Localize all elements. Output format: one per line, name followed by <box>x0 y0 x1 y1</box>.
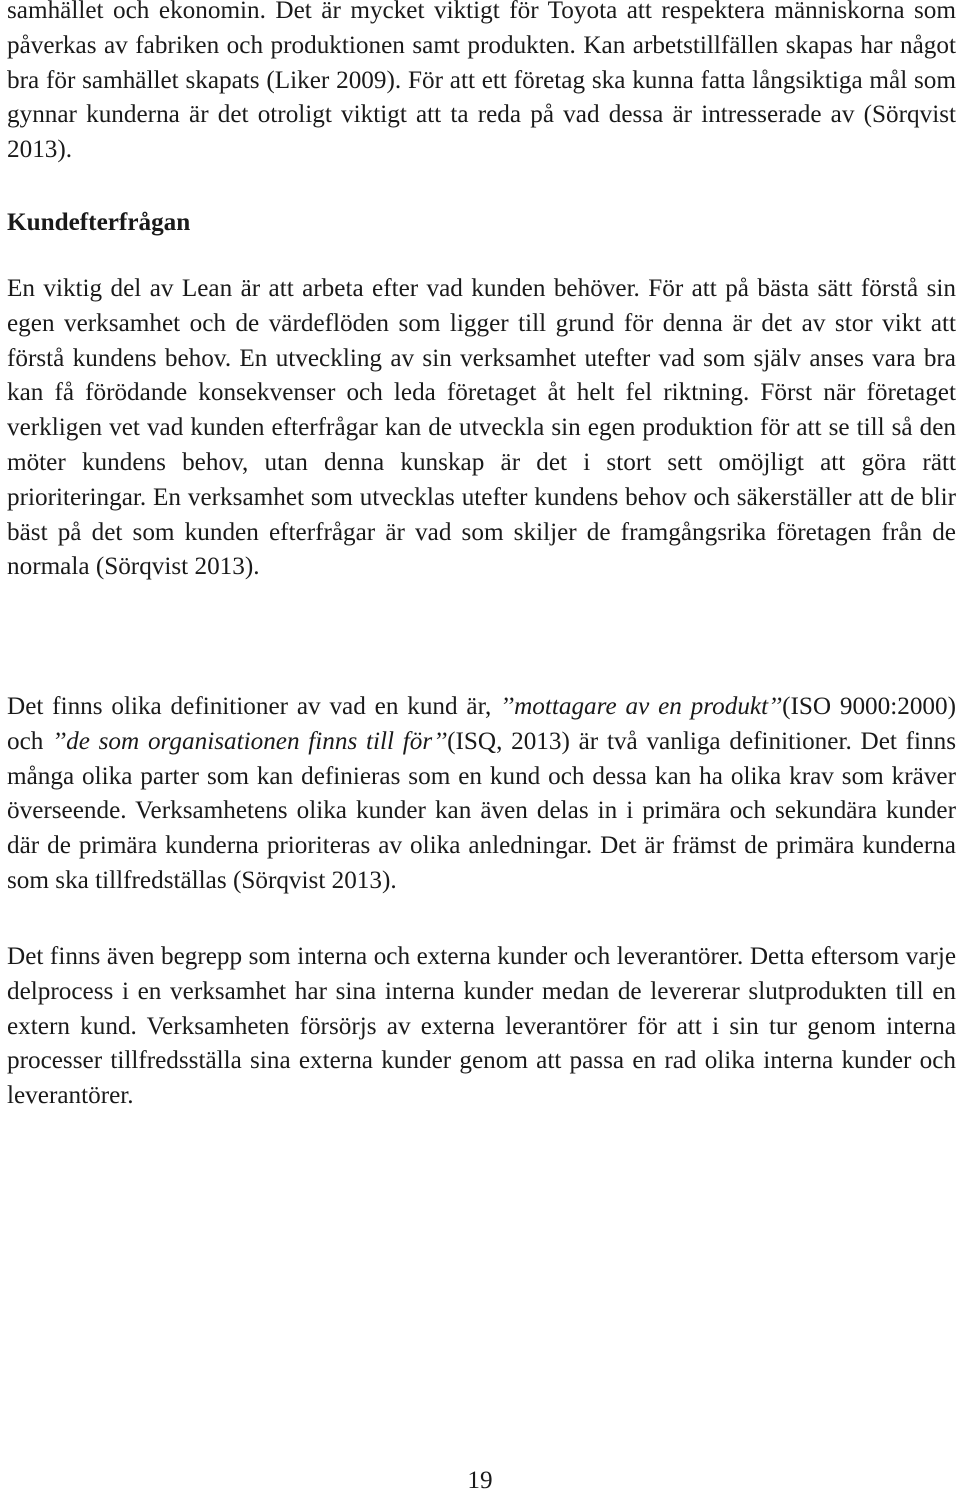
paragraph-text: En viktig del av Lean är att arbeta efter vad kunden behöver. För att på bästa sätt förstå sin egen verksamhet och de värdeflöden som ligger till grund för denna är det av stor vikt att förstå kundens behov. En utveckling av sin verksamhet utefter vad som själv anses vara bra kan få förödande konsekvenser och leda företaget åt helt fel riktning. Först när företaget verkligen vet vad kunden efterfrågar kan de utveckla sin egen produktion för att se till så den möter kundens behov, utan denna kunskap är det i stort sett omöjligt att göra rätt prioriteringar. En verksamhet som utvecklas utefter kundens behov och säkerställer att de blir bäst på det som kunden efterfrågar är vad som skiljer de framgångsrika företagen från de normala (Sörqvist 2013). <box>7 275 956 581</box>
text-run: (ISQ, 2013) är två vanliga definitioner. Det finns många olika parter som kan definieras som en kund och dessa kan ha olika krav som kräver överseende. Verksamhetens olika kunder kan även delas in i primära och sekundära kunder där de primära kunderna prioriteras av olika anledningar. Det är främst de primära kunderna som ska tillfredställas (Sörqvist 2013). <box>7 727 956 894</box>
page-number: 19 <box>467 1467 493 1494</box>
body-paragraph-intro <box>7 0 956 168</box>
body-paragraph-internal-external <box>7 940 956 1114</box>
body-paragraph-definitions <box>7 690 956 899</box>
body-paragraph-customer-demand <box>7 272 956 585</box>
paragraph-text <box>7 690 956 899</box>
section-heading: Kundefterfrågan <box>7 209 191 236</box>
text-run: (ISO 9000:2000) och <box>7 693 957 755</box>
quote-definition-2: ’’de som organisationen finns till för’’ <box>52 727 448 755</box>
paragraph-text: samhället och ekonomin. Det är mycket viktigt för Toyota att respektera människorna som påverkas av fabriken och produktionen samt produkten. Kan arbetstillfällen skapas har något bra för samhället skapats (Liker 2009). För att ett företag ska kunna fatta långsiktiga mål som gynnar kunderna är det otroligt viktigt att ta reda på vad dessa är intresserade av (Sörqvist 2013). <box>7 0 956 164</box>
text-run: Det finns olika definitioner av vad en kund är, <box>7 693 501 720</box>
paragraph-text: Det finns även begrepp som interna och externa kunder och leverantörer. Detta eftersom varje delprocess i en verksamhet har sina interna kunder medan de levererar slutprodukten till en extern kund. Verksamheten försörjs av externa leverantörer för att i sin tur genom interna processer tillfredsställa sina externa kunder genom att passa en rad olika interna kunder och leverantörer. <box>7 943 956 1110</box>
quote-definition-1: ’’mottagare av en produkt’’ <box>500 693 783 720</box>
